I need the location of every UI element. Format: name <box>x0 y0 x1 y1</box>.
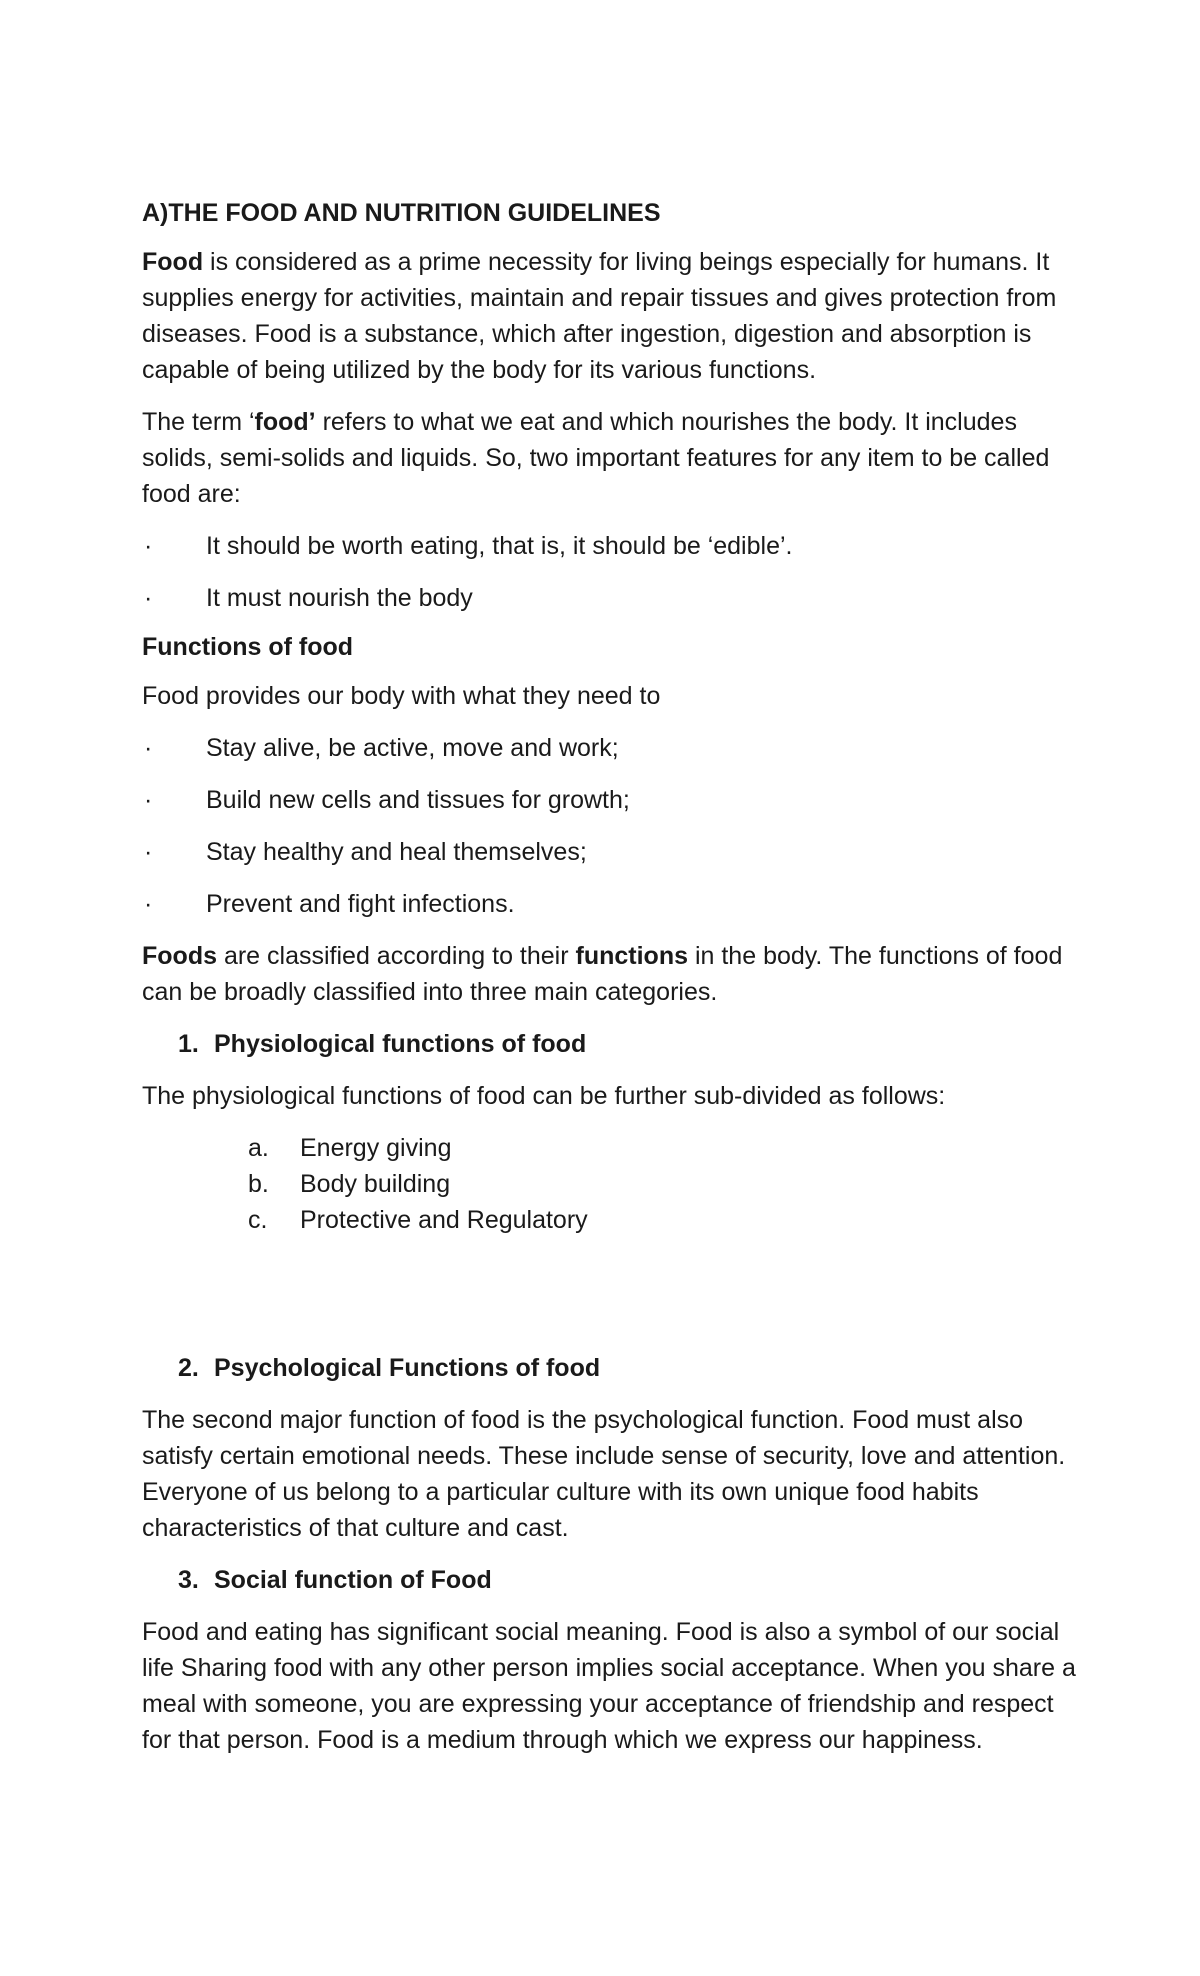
function-item <box>142 834 1082 870</box>
intro-text: is considered as a prime necessity for living beings especially for humans. It supplies energy for activities, maintain and repair tissues and gives protection from diseases. Food is a substance, which after ingestion, digestion and absorption is capable of being utilized by the body for its various functions. <box>142 248 1057 384</box>
section2-title: Psychological Functions of food <box>214 1354 601 1382</box>
feature-text: It should be worth eating, that is, it should be ‘edible’. <box>206 532 793 560</box>
bullet-dot: · <box>144 786 153 814</box>
subitem-letter: c. <box>248 1206 268 1234</box>
section3-heading <box>142 1562 1082 1598</box>
term-pre: The term ‘ <box>142 408 255 436</box>
bullet-dot: · <box>144 890 153 918</box>
classified-bold-foods: Foods <box>142 942 217 970</box>
section1-intro: The physiological functions of food can be further sub-divided as follows: <box>142 1082 946 1110</box>
section1-title: Physiological functions of food <box>214 1030 587 1058</box>
function-item <box>142 886 1082 922</box>
function-text: Stay healthy and heal themselves; <box>206 838 587 866</box>
classified-mid: are classified according to their <box>217 942 576 970</box>
feature-item <box>142 528 1082 564</box>
intro-lead-bold: Food <box>142 248 204 276</box>
spacer <box>142 1254 1082 1350</box>
term-post: refers to what we eat and which nourishes the body. It includes solids, semi-solids and liquids. So, two important features for any item to be called food are: <box>142 408 1050 508</box>
subitem-text: Body building <box>300 1170 451 1198</box>
subitem <box>248 1202 1082 1238</box>
section2-heading <box>142 1350 1082 1386</box>
term-paragraph <box>142 404 1082 512</box>
section2-number: 2. <box>178 1354 199 1382</box>
section3-number: 3. <box>178 1566 199 1594</box>
function-item <box>142 730 1082 766</box>
feature-item <box>142 580 1082 616</box>
section2-body: The second major function of food is the psychological function. Food must also satisfy certain emotional needs. These include sense of security, love and attention. Everyone of us belong to a particular culture with its own unique food habits characteristics of that culture and cast. <box>142 1406 1066 1542</box>
function-item <box>142 782 1082 818</box>
bullet-dot: · <box>144 838 153 866</box>
subitem-letter: a. <box>248 1134 269 1162</box>
intro-paragraph <box>142 244 1082 388</box>
feature-text: It must nourish the body <box>206 584 473 612</box>
section1-heading <box>142 1026 1082 1062</box>
classified-bold-functions: functions <box>575 942 689 970</box>
subitem-text: Protective and Regulatory <box>300 1206 588 1234</box>
classified-rest: in the body. The functions of food can be broadly classified into three main categories. <box>142 942 1063 1006</box>
bullet-dot: · <box>144 584 153 612</box>
section3-title: Social function of Food <box>214 1566 492 1594</box>
functions-intro: Food provides our body with what they need to <box>142 682 661 710</box>
bullet-dot: · <box>144 532 153 560</box>
bullet-dot: · <box>144 734 153 762</box>
section1-subitems <box>142 1130 1082 1238</box>
section1-number: 1. <box>178 1030 199 1058</box>
functions-heading: Functions of food <box>142 633 354 661</box>
function-text: Build new cells and tissues for growth; <box>206 786 630 814</box>
subitem-letter: b. <box>248 1170 269 1198</box>
subitem <box>248 1166 1082 1202</box>
subitem <box>248 1130 1082 1166</box>
function-text: Prevent and fight infections. <box>206 890 515 918</box>
term-bold: food’ <box>254 408 316 436</box>
subitem-text: Energy giving <box>300 1134 452 1162</box>
document-title: A)THE FOOD AND NUTRITION GUIDELINES <box>142 199 661 227</box>
document-body <box>142 198 1082 1774</box>
function-text: Stay alive, be active, move and work; <box>206 734 619 762</box>
classified-paragraph <box>142 938 1082 1010</box>
section3-body: Food and eating has significant social meaning. Food is also a symbol of our social life Sharing food with any other person implies social acceptance. When you share a meal with someone, you are expressing your acceptance of friendship and respect for that person. Food is a medium through which we express our happiness. <box>142 1618 1076 1754</box>
